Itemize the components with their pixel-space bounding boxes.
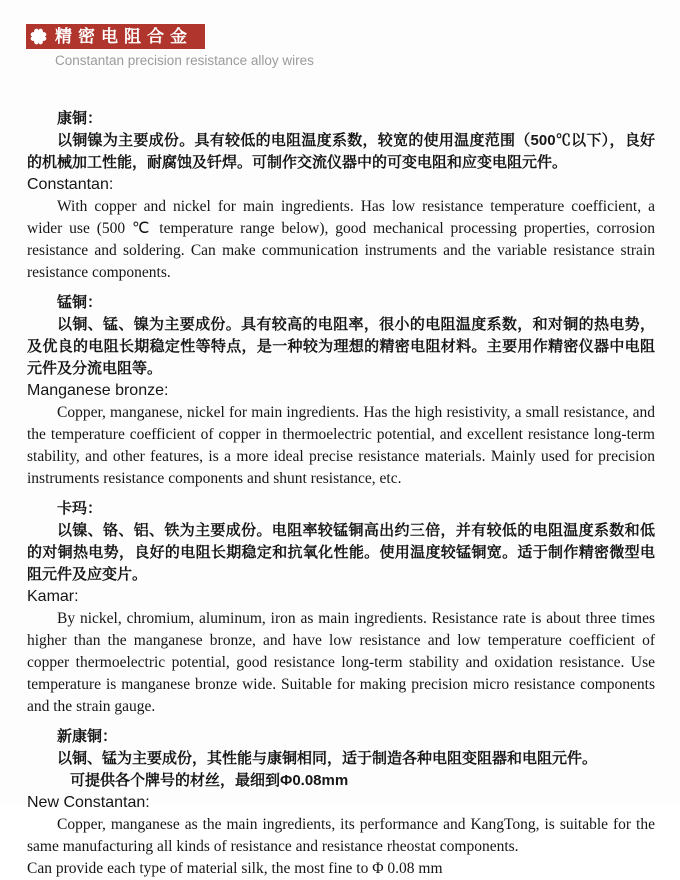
section-kamar bbox=[27, 498, 655, 718]
cn-heading-manganese-bronze: 锰铜： bbox=[57, 294, 103, 311]
en-heading-new-constantan: New Constantan: bbox=[27, 794, 150, 811]
page-subtitle: Constantan precision resistance alloy wires bbox=[55, 53, 314, 68]
cn-note-wire-diameter: 可提供各个牌号的材丝，最细到Φ0.08mm bbox=[70, 772, 349, 789]
title-banner bbox=[26, 24, 205, 49]
document-body bbox=[0, 69, 680, 880]
cn-paragraph-kamar: 以镍、铬、铝、铁为主要成份。电阻率较锰铜高出约三倍，并有较低的电阻温度系数和低的对铜热电势，良好的电阻长期稳定和抗氧化性能。使用温度较锰铜宽。适于制作精密微型电阻元件及应变片。 bbox=[27, 522, 655, 583]
en-heading-constantan: Constantan: bbox=[27, 176, 114, 193]
section-manganese-bronze bbox=[27, 292, 655, 490]
cn-heading-constantan: 康铜： bbox=[57, 110, 103, 127]
page-title: 精密电阻合金 bbox=[55, 27, 193, 46]
en-paragraph-constantan: With copper and nickel for main ingredients. Has low resistance temperature coefficient, a wider use (500 ℃ temperature range below), good mechanical processing properties, corrosion resistance and soldering. Can make communication instruments and the variable resistance strain resistance components. bbox=[27, 198, 655, 281]
section-constantan bbox=[27, 108, 655, 284]
cn-paragraph-new-constantan: 以铜、锰为主要成份，其性能与康铜相同，适于制造各种电阻变阻器和电阻元件。 bbox=[57, 750, 598, 767]
en-heading-manganese-bronze: Manganese bronze: bbox=[27, 382, 169, 399]
en-paragraph-manganese-bronze: Copper, manganese, nickel for main ingredients. Has the high resistivity, a small resistance, and the temperature coefficient of copper in thermoelectric potential, and excellent resistance long-term stability, and other features, is a more ideal precise resistance materials. Mainly used for precision instruments resistance components and shunt resistance, etc. bbox=[27, 404, 655, 487]
section-new-constantan bbox=[27, 726, 655, 880]
cn-heading-kamar: 卡玛： bbox=[57, 500, 103, 517]
cn-paragraph-constantan: 以铜镍为主要成份。具有较低的电阻温度系数，较宽的使用温度范围（500℃以下），良好的机械加工性能，耐腐蚀及钎焊。可制作交流仪器中的可变电阻和应变电阻元件。 bbox=[27, 132, 655, 171]
four-petal-flower-icon bbox=[29, 27, 48, 46]
cn-paragraph-manganese-bronze: 以铜、锰、镍为主要成份。具有较高的电阻率，很小的电阻温度系数，和对铜的热电势，及优良的电阻长期稳定性等特点，是一种较为理想的精密电阻材料。主要用作精密仪器中电阻元件及分流电阻等。 bbox=[27, 316, 655, 377]
en-paragraph-kamar: By nickel, chromium, aluminum, iron as main ingredients. Resistance rate is about three times higher than the manganese bronze, and have low resistance and low temperature coefficient of copper thermoelectric potential, good resistance long-term stability and oxidation resistance. Use temperature is manganese bronze wide. Suitable for making precision micro resistance components and the strain gauge. bbox=[27, 610, 655, 715]
en-paragraph-new-constantan: Copper, manganese as the main ingredients, its performance and KangTong, is suitable for the same manufacturing all kinds of resistance and resistance rheostat components. bbox=[27, 816, 655, 855]
en-heading-kamar: Kamar: bbox=[27, 588, 79, 605]
en-note-wire-diameter: Can provide each type of material silk, the most fine to Φ 0.08 mm bbox=[27, 860, 443, 877]
page-header bbox=[0, 0, 680, 69]
cn-heading-new-constantan: 新康铜： bbox=[57, 728, 118, 745]
